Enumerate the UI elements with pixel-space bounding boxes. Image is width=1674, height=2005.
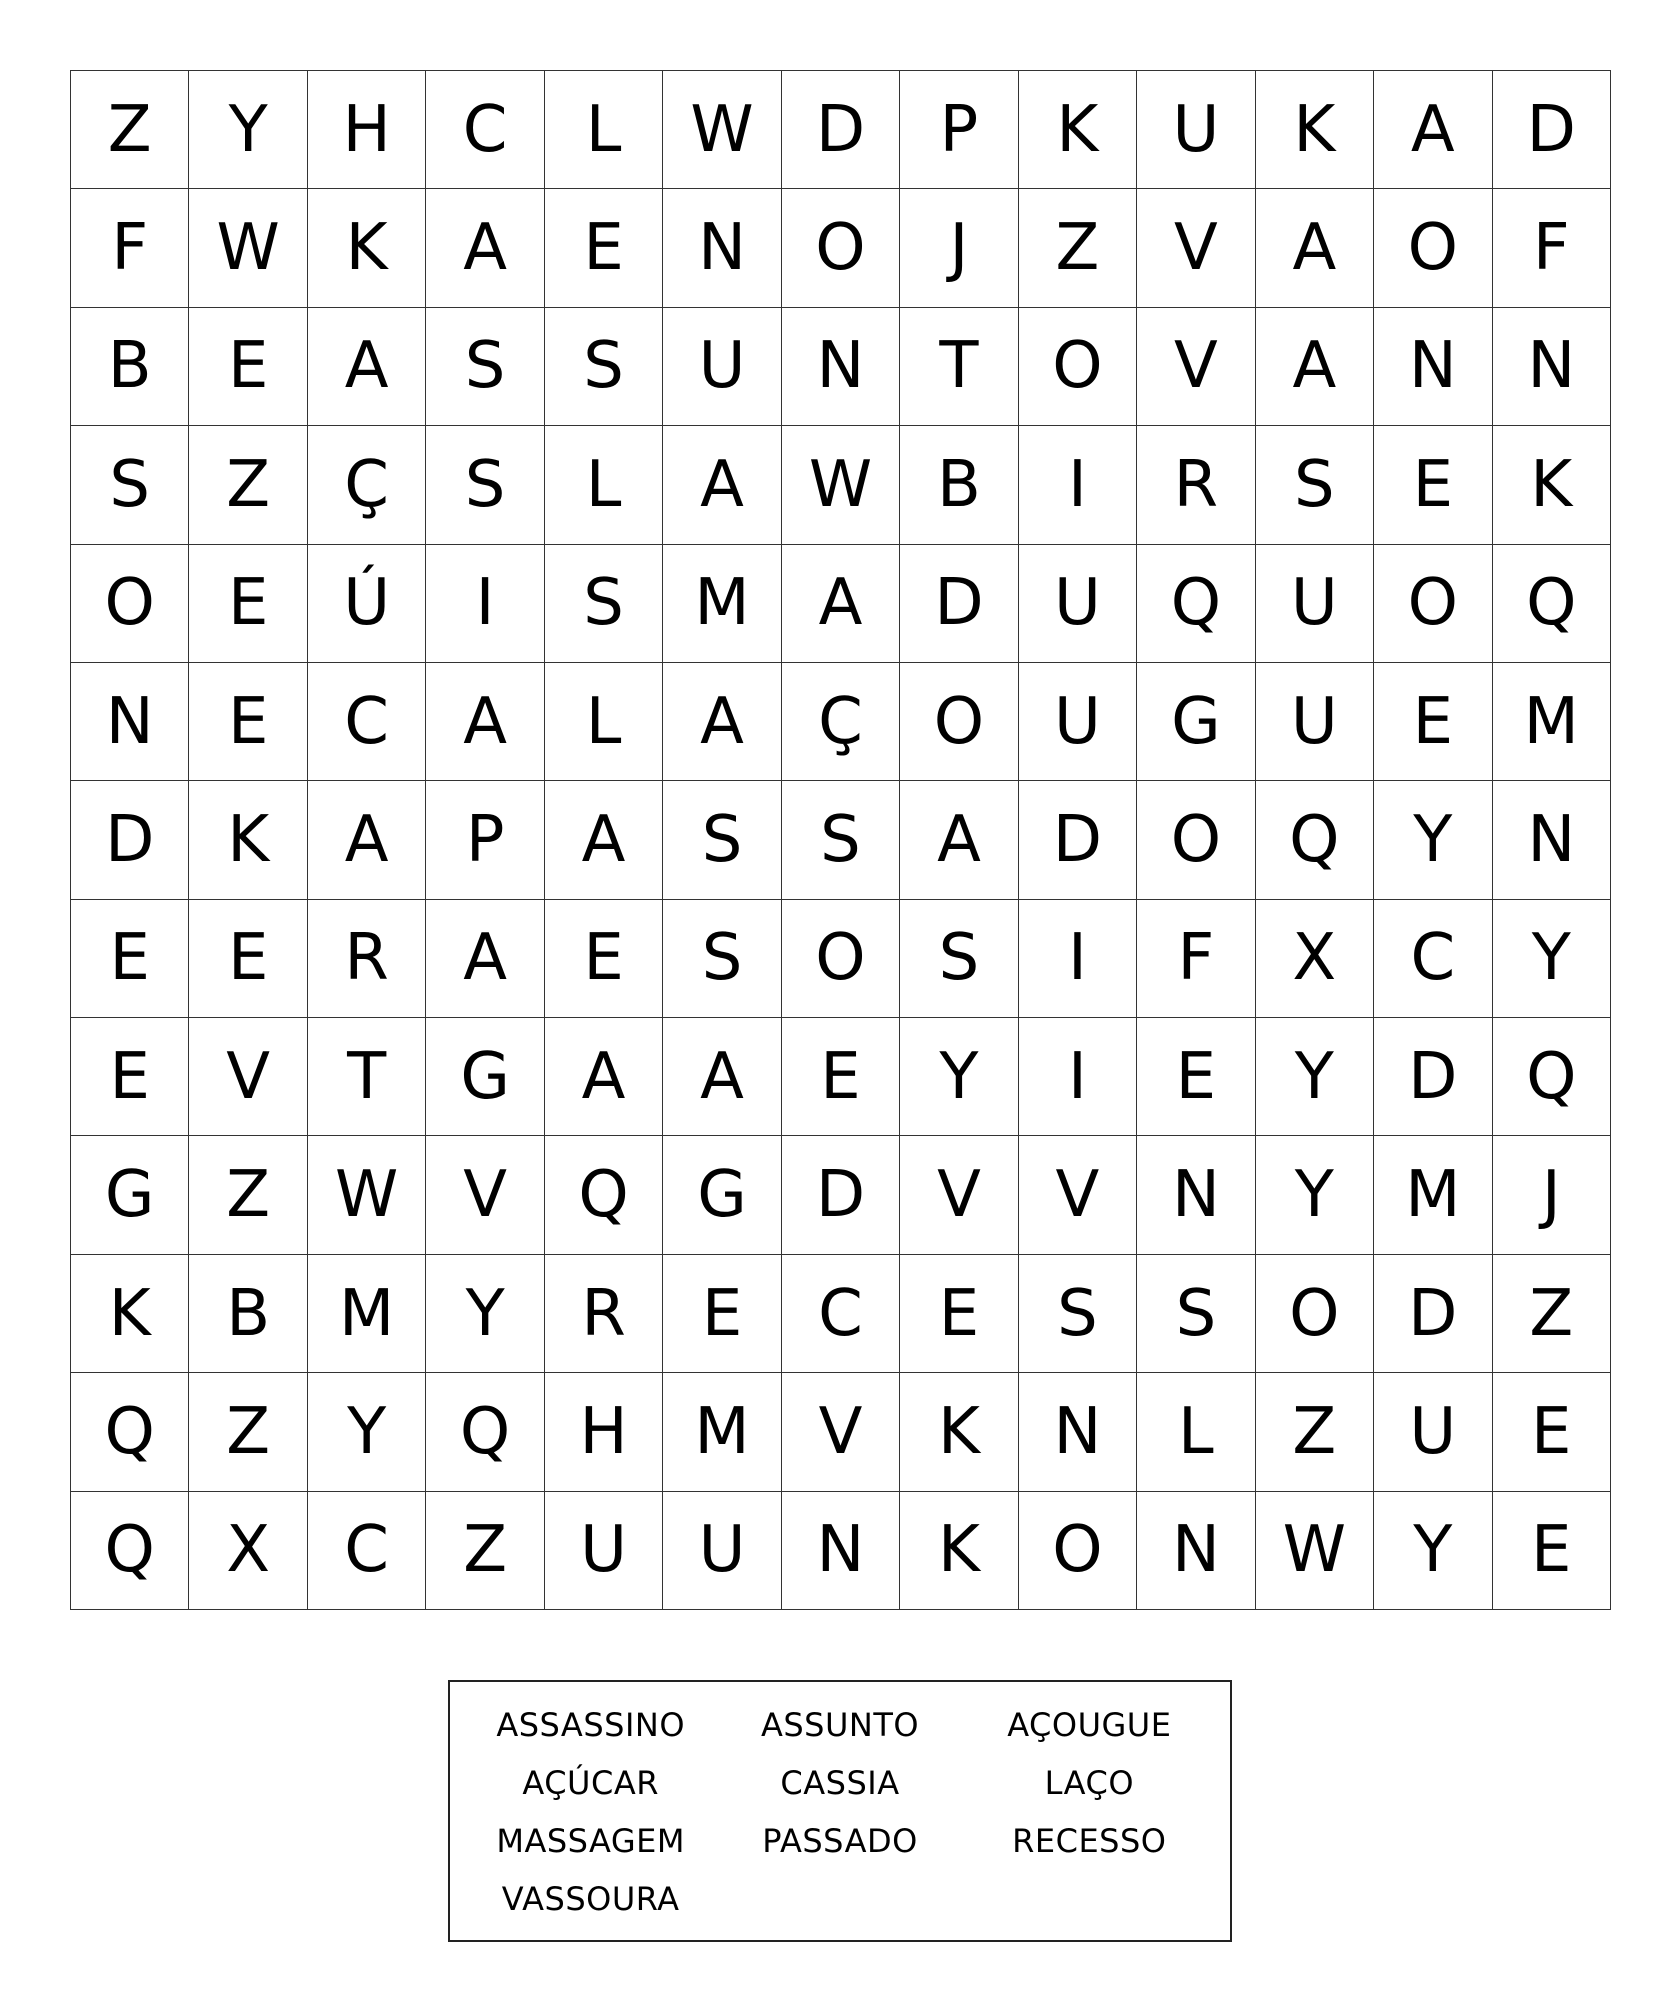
grid-cell-r11-c8[interactable]: E [900, 1255, 1018, 1373]
grid-cell-r7-c7[interactable]: S [782, 781, 900, 899]
grid-cell-r11-c2[interactable]: B [189, 1255, 307, 1373]
grid-cell-r2-c4[interactable]: A [426, 189, 544, 307]
grid-cell-r13-c6[interactable]: U [663, 1492, 781, 1610]
grid-cell-r8-c11[interactable]: X [1256, 900, 1374, 1018]
grid-cell-r1-c2[interactable]: Y [189, 71, 307, 189]
word-list-item: LAÇO [1044, 1764, 1135, 1802]
word-list-item: VASSOURA [501, 1880, 680, 1918]
grid-cell-r11-c10[interactable]: S [1137, 1255, 1255, 1373]
grid-cell-r5-c12[interactable]: O [1374, 545, 1492, 663]
grid-cell-r8-c5[interactable]: E [545, 900, 663, 1018]
grid-cell-r4-c7[interactable]: W [782, 426, 900, 544]
grid-cell-r1-c11[interactable]: K [1256, 71, 1374, 189]
grid-cell-r7-c12[interactable]: Y [1374, 781, 1492, 899]
word-list-item: PASSADO [762, 1822, 918, 1860]
grid-cell-r12-c10[interactable]: L [1137, 1373, 1255, 1491]
grid-cell-r2-c8[interactable]: J [900, 189, 1018, 307]
grid-cell-r1-c10[interactable]: U [1137, 71, 1255, 189]
grid-cell-r6-c11[interactable]: U [1256, 663, 1374, 781]
grid-cell-r6-c6[interactable]: A [663, 663, 781, 781]
grid-cell-r13-c12[interactable]: Y [1374, 1492, 1492, 1610]
grid-cell-r2-c7[interactable]: O [782, 189, 900, 307]
grid-cell-r7-c11[interactable]: Q [1256, 781, 1374, 899]
grid-cell-r4-c6[interactable]: A [663, 426, 781, 544]
grid-cell-r8-c7[interactable]: O [782, 900, 900, 1018]
grid-cell-r7-c13[interactable]: N [1493, 781, 1611, 899]
grid-cell-r4-c13[interactable]: K [1493, 426, 1611, 544]
grid-cell-r8-c4[interactable]: A [426, 900, 544, 1018]
grid-cell-r3-c8[interactable]: T [900, 308, 1018, 426]
grid-cell-r2-c1[interactable]: F [71, 189, 189, 307]
grid-cell-r2-c12[interactable]: O [1374, 189, 1492, 307]
grid-cell-r13-c4[interactable]: Z [426, 1492, 544, 1610]
grid-cell-r5-c7[interactable]: A [782, 545, 900, 663]
grid-cell-r10-c2[interactable]: Z [189, 1136, 307, 1254]
grid-cell-r2-c3[interactable]: K [308, 189, 426, 307]
grid-cell-r2-c11[interactable]: A [1256, 189, 1374, 307]
grid-cell-r5-c8[interactable]: D [900, 545, 1018, 663]
grid-cell-r9-c11[interactable]: Y [1256, 1018, 1374, 1136]
grid-cell-r11-c1[interactable]: K [71, 1255, 189, 1373]
grid-cell-r7-c1[interactable]: D [71, 781, 189, 899]
word-list-item: ASSUNTO [760, 1706, 920, 1744]
grid-cell-r5-c2[interactable]: E [189, 545, 307, 663]
grid-cell-r9-c2[interactable]: V [189, 1018, 307, 1136]
grid-cell-r6-c3[interactable]: C [308, 663, 426, 781]
grid-cell-r12-c5[interactable]: H [545, 1373, 663, 1491]
grid-cell-r8-c9[interactable]: I [1019, 900, 1137, 1018]
grid-cell-r5-c10[interactable]: Q [1137, 545, 1255, 663]
grid-cell-r12-c12[interactable]: U [1374, 1373, 1492, 1491]
grid-cell-r4-c8[interactable]: B [900, 426, 1018, 544]
grid-cell-r4-c2[interactable]: Z [189, 426, 307, 544]
word-list-item: AÇOUGUE [1007, 1706, 1172, 1744]
grid-cell-r4-c1[interactable]: S [71, 426, 189, 544]
grid-cell-r2-c13[interactable]: F [1493, 189, 1611, 307]
grid-cell-r1-c8[interactable]: P [900, 71, 1018, 189]
grid-cell-r5-c11[interactable]: U [1256, 545, 1374, 663]
grid-cell-r3-c9[interactable]: O [1019, 308, 1137, 426]
grid-cell-r13-c5[interactable]: U [545, 1492, 663, 1610]
grid-cell-r8-c3[interactable]: R [308, 900, 426, 1018]
grid-cell-r8-c10[interactable]: F [1137, 900, 1255, 1018]
grid-cell-r1-c12[interactable]: A [1374, 71, 1492, 189]
grid-cell-r11-c5[interactable]: R [545, 1255, 663, 1373]
grid-cell-r9-c6[interactable]: A [663, 1018, 781, 1136]
grid-cell-r8-c12[interactable]: C [1374, 900, 1492, 1018]
grid-cell-r10-c9[interactable]: V [1019, 1136, 1137, 1254]
grid-cell-r12-c8[interactable]: K [900, 1373, 1018, 1491]
grid-cell-r5-c1[interactable]: O [71, 545, 189, 663]
grid-cell-r13-c1[interactable]: Q [71, 1492, 189, 1610]
grid-cell-r12-c11[interactable]: Z [1256, 1373, 1374, 1491]
word-list-item: ASSASSINO [496, 1706, 685, 1744]
grid-cell-r1-c7[interactable]: D [782, 71, 900, 189]
grid-cell-r9-c9[interactable]: I [1019, 1018, 1137, 1136]
grid-cell-r1-c9[interactable]: K [1019, 71, 1137, 189]
grid-cell-r9-c4[interactable]: G [426, 1018, 544, 1136]
grid-cell-r5-c3[interactable]: Ú [308, 545, 426, 663]
grid-cell-r7-c9[interactable]: D [1019, 781, 1137, 899]
grid-cell-r10-c5[interactable]: Q [545, 1136, 663, 1254]
grid-cell-r3-c10[interactable]: V [1137, 308, 1255, 426]
grid-cell-r3-c5[interactable]: S [545, 308, 663, 426]
grid-cell-r4-c11[interactable]: S [1256, 426, 1374, 544]
grid-cell-r11-c13[interactable]: Z [1493, 1255, 1611, 1373]
grid-cell-r6-c13[interactable]: M [1493, 663, 1611, 781]
grid-cell-r6-c8[interactable]: O [900, 663, 1018, 781]
grid-cell-r8-c1[interactable]: E [71, 900, 189, 1018]
grid-cell-r8-c8[interactable]: S [900, 900, 1018, 1018]
grid-cell-r1-c13[interactable]: D [1493, 71, 1611, 189]
grid-cell-r4-c3[interactable]: Ç [308, 426, 426, 544]
grid-cell-r11-c11[interactable]: O [1256, 1255, 1374, 1373]
grid-cell-r2-c10[interactable]: V [1137, 189, 1255, 307]
grid-cell-r12-c9[interactable]: N [1019, 1373, 1137, 1491]
grid-cell-r10-c1[interactable]: G [71, 1136, 189, 1254]
grid-cell-r8-c13[interactable]: Y [1493, 900, 1611, 1018]
grid-cell-r3-c12[interactable]: N [1374, 308, 1492, 426]
grid-cell-r5-c4[interactable]: I [426, 545, 544, 663]
grid-cell-r10-c6[interactable]: G [663, 1136, 781, 1254]
grid-cell-r3-c11[interactable]: A [1256, 308, 1374, 426]
grid-cell-r5-c5[interactable]: S [545, 545, 663, 663]
grid-cell-r6-c9[interactable]: U [1019, 663, 1137, 781]
grid-cell-r3-c6[interactable]: U [663, 308, 781, 426]
grid-cell-r4-c10[interactable]: R [1137, 426, 1255, 544]
grid-cell-r7-c3[interactable]: A [308, 781, 426, 899]
grid-cell-r13-c9[interactable]: O [1019, 1492, 1137, 1610]
letter-grid [70, 70, 1611, 1610]
grid-cell-r13-c2[interactable]: X [189, 1492, 307, 1610]
grid-cell-r13-c10[interactable]: N [1137, 1492, 1255, 1610]
grid-cell-r12-c7[interactable]: V [782, 1373, 900, 1491]
grid-cell-r7-c10[interactable]: O [1137, 781, 1255, 899]
word-list-box [448, 1680, 1232, 1942]
grid-cell-r3-c4[interactable]: S [426, 308, 544, 426]
grid-cell-r1-c5[interactable]: L [545, 71, 663, 189]
grid-cell-r2-c2[interactable]: W [189, 189, 307, 307]
grid-cell-r2-c6[interactable]: N [663, 189, 781, 307]
grid-cell-r10-c13[interactable]: J [1493, 1136, 1611, 1254]
grid-cell-r8-c2[interactable]: E [189, 900, 307, 1018]
grid-cell-r11-c7[interactable]: C [782, 1255, 900, 1373]
grid-cell-r12-c6[interactable]: M [663, 1373, 781, 1491]
grid-cell-r7-c6[interactable]: S [663, 781, 781, 899]
grid-cell-r9-c5[interactable]: A [545, 1018, 663, 1136]
grid-cell-r9-c3[interactable]: T [308, 1018, 426, 1136]
grid-cell-r11-c3[interactable]: M [308, 1255, 426, 1373]
grid-cell-r5-c13[interactable]: Q [1493, 545, 1611, 663]
grid-cell-r12-c2[interactable]: Z [189, 1373, 307, 1491]
word-list-item: RECESSO [1012, 1822, 1167, 1860]
grid-cell-r10-c11[interactable]: Y [1256, 1136, 1374, 1254]
grid-cell-r5-c6[interactable]: M [663, 545, 781, 663]
grid-cell-r13-c11[interactable]: W [1256, 1492, 1374, 1610]
word-list-item: CASSIA [780, 1764, 900, 1802]
grid-cell-r13-c7[interactable]: N [782, 1492, 900, 1610]
grid-cell-r1-c4[interactable]: C [426, 71, 544, 189]
grid-cell-r4-c5[interactable]: L [545, 426, 663, 544]
grid-cell-r12-c13[interactable]: E [1493, 1373, 1611, 1491]
grid-cell-r9-c13[interactable]: Q [1493, 1018, 1611, 1136]
grid-cell-r10-c8[interactable]: V [900, 1136, 1018, 1254]
grid-cell-r2-c9[interactable]: Z [1019, 189, 1137, 307]
grid-cell-r4-c9[interactable]: I [1019, 426, 1137, 544]
grid-cell-r11-c9[interactable]: S [1019, 1255, 1137, 1373]
word-list-item: AÇÚCAR [522, 1764, 659, 1802]
grid-cell-r6-c5[interactable]: L [545, 663, 663, 781]
grid-cell-r13-c13[interactable]: E [1493, 1492, 1611, 1610]
grid-cell-r7-c2[interactable]: K [189, 781, 307, 899]
grid-cell-r1-c6[interactable]: W [663, 71, 781, 189]
grid-cell-r4-c4[interactable]: S [426, 426, 544, 544]
grid-cell-r12-c4[interactable]: Q [426, 1373, 544, 1491]
grid-cell-r8-c6[interactable]: S [663, 900, 781, 1018]
grid-cell-r5-c9[interactable]: U [1019, 545, 1137, 663]
grid-cell-r3-c3[interactable]: A [308, 308, 426, 426]
grid-cell-r7-c5[interactable]: A [545, 781, 663, 899]
word-list-item: MASSAGEM [496, 1822, 685, 1860]
grid-cell-r3-c2[interactable]: E [189, 308, 307, 426]
grid-cell-r9-c1[interactable]: E [71, 1018, 189, 1136]
grid-cell-r6-c2[interactable]: E [189, 663, 307, 781]
grid-cell-r10-c3[interactable]: W [308, 1136, 426, 1254]
grid-cell-r6-c12[interactable]: E [1374, 663, 1492, 781]
grid-cell-r10-c4[interactable]: V [426, 1136, 544, 1254]
grid-cell-r12-c1[interactable]: Q [71, 1373, 189, 1491]
grid-cell-r11-c12[interactable]: D [1374, 1255, 1492, 1373]
grid-cell-r13-c8[interactable]: K [900, 1492, 1018, 1610]
grid-cell-r7-c8[interactable]: A [900, 781, 1018, 899]
grid-cell-r6-c1[interactable]: N [71, 663, 189, 781]
grid-cell-r3-c1[interactable]: B [71, 308, 189, 426]
grid-cell-r3-c7[interactable]: N [782, 308, 900, 426]
grid-cell-r9-c12[interactable]: D [1374, 1018, 1492, 1136]
grid-cell-r1-c3[interactable]: H [308, 71, 426, 189]
grid-cell-r6-c4[interactable]: A [426, 663, 544, 781]
grid-cell-r6-c10[interactable]: G [1137, 663, 1255, 781]
grid-cell-r1-c1[interactable]: Z [71, 71, 189, 189]
grid-cell-r10-c7[interactable]: D [782, 1136, 900, 1254]
grid-cell-r6-c7[interactable]: Ç [782, 663, 900, 781]
grid-cell-r4-c12[interactable]: E [1374, 426, 1492, 544]
grid-cell-r10-c12[interactable]: M [1374, 1136, 1492, 1254]
grid-cell-r9-c8[interactable]: Y [900, 1018, 1018, 1136]
grid-cell-r3-c13[interactable]: N [1493, 308, 1611, 426]
grid-cell-r10-c10[interactable]: N [1137, 1136, 1255, 1254]
grid-cell-r12-c3[interactable]: Y [308, 1373, 426, 1491]
grid-cell-r2-c5[interactable]: E [545, 189, 663, 307]
grid-cell-r11-c6[interactable]: E [663, 1255, 781, 1373]
grid-cell-r11-c4[interactable]: Y [426, 1255, 544, 1373]
grid-cell-r7-c4[interactable]: P [426, 781, 544, 899]
grid-cell-r13-c3[interactable]: C [308, 1492, 426, 1610]
grid-cell-r9-c7[interactable]: E [782, 1018, 900, 1136]
grid-cell-r9-c10[interactable]: E [1137, 1018, 1255, 1136]
